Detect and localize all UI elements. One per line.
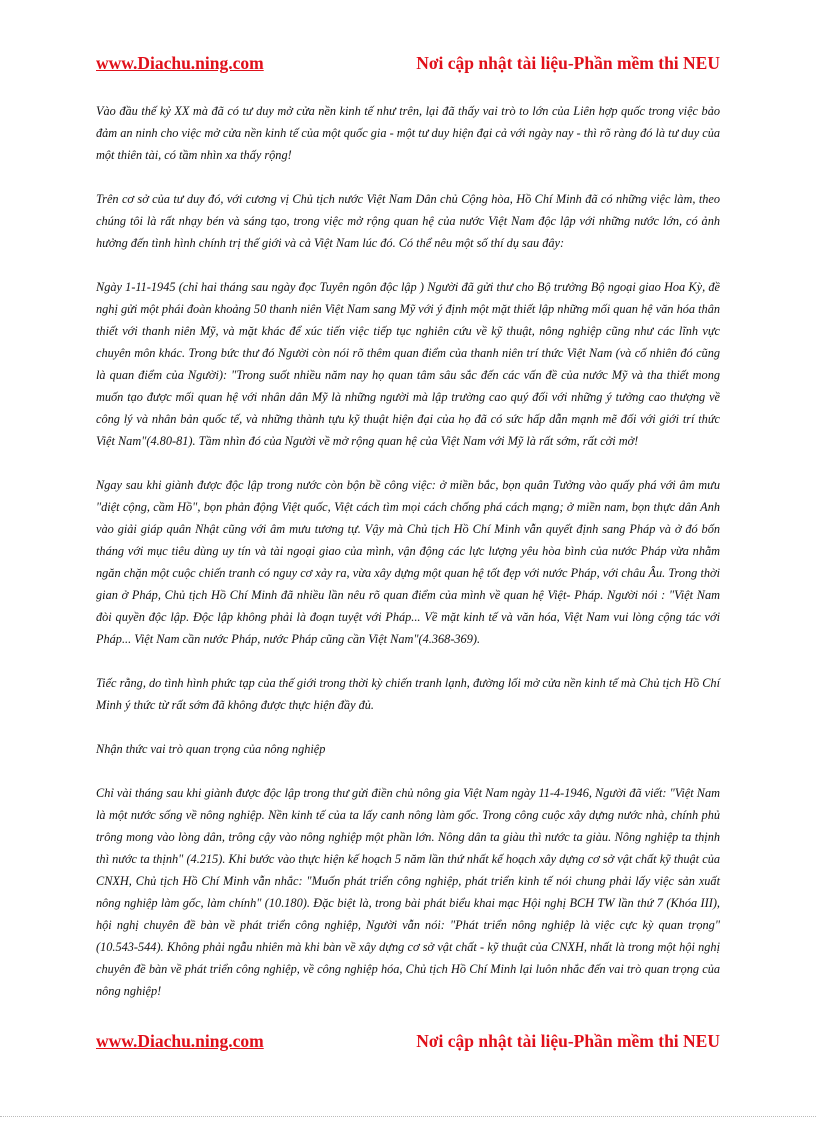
footer-site-link[interactable]: www.Diachu.ning.com: [96, 1031, 264, 1051]
footer-tagline: Nơi cập nhật tài liệu-Phần mềm thi NEU: [416, 1031, 720, 1051]
header-site-link[interactable]: www.Diachu.ning.com: [96, 53, 264, 73]
paragraph-5: Tiếc rằng, do tình hình phức tạp của thế giới trong thời kỳ chiến tranh lạnh, đường lối mở cửa nền kinh tế mà Chủ tịch Hồ Chí Minh ý thức từ rất sớm đã không được thực hiện đầy đủ.: [96, 676, 720, 712]
paragraph-2: Trên cơ sở của tư duy đó, với cương vị Chủ tịch nước Việt Nam Dân chủ Cộng hòa, Hồ Chí Minh đã có những việc làm, theo chúng tôi là rất nhạy bén và sáng tạo, trong việc mở rộng quan hệ của nước Việt Nam độc lập với những nước lớn, có ảnh hưởng đến tình hình chính trị thế giới và cả Việt Nam lúc đó. Có thể nêu một số thí dụ sau đây:: [96, 192, 720, 250]
paragraph-3: Ngày 1-11-1945 (chỉ hai tháng sau ngày đọc Tuyên ngôn độc lập ) Người đã gửi thư cho Bộ trưởng Bộ ngoại giao Hoa Kỳ, đề nghị gửi một phái đoàn khoảng 50 thanh niên Việt Nam sang Mỹ với ý định một mặt thiết lập những mối quan hệ văn hóa thân thiết với thanh niên Mỹ, và mặt khác để xúc tiến việc tiếp tục nghiên cứu về kỹ thuật, nông nghiệp cũng như các lĩnh vực chuyên môn khác. Trong bức thư đó Người còn nói rõ thêm quan điểm của thanh niên trí thức Việt Nam (và cố nhiên đó cũng là quan điểm của Người): "Trong suốt nhiều năm nay họ quan tâm sâu sắc đến các vấn đề của nước Mỹ và tha thiết mong muốn tạo được mối quan hệ với nhân dân Mỹ là những người mà lập trường cao quý đối với những ý tưởng cao thượng về công lý và nhân bản quốc tế, và những thành tựu kỹ thuật hiện đại của họ đã có sức hấp dẫn mạnh mẽ đối với giới trí thức Việt Nam"(4.80-81). Tầm nhìn đó của Người về mở rộng quan hệ của Việt Nam với Mỹ là rất sớm, rất cởi mở!: [96, 280, 720, 448]
header-tagline: Nơi cập nhật tài liệu-Phần mềm thi NEU: [416, 53, 720, 73]
document-body: [96, 100, 720, 1024]
section-heading: Nhận thức vai trò quan trọng của nông nghiệp: [96, 742, 326, 756]
paragraph-4: Ngay sau khi giành được độc lập trong nước còn bộn bề công việc: ở miền bắc, bọn quân Tưởng vào quấy phá với âm mưu "diệt cộng, cầm Hồ", bọn phản động Việt quốc, Việt cách tìm mọi cách chống phá cách mạng; ở miền nam, bọn thực dân Anh vào giải giáp quân Nhật cũng với âm mưu tương tự. Vậy mà Chủ tịch Hồ Chí Minh vẫn quyết định sang Pháp và ở đó bốn tháng với mục tiêu dùng uy tín và tài ngoại giao của mình, vận động các lực lượng yêu hòa bình của nước Pháp vừa nhằm ngăn chặn một cuộc chiến tranh có nguy cơ xảy ra, vừa xây dựng một quan hệ tốt đẹp với nước Pháp, với châu Âu. Trong thời gian ở Pháp, Chủ tịch Hồ Chí Minh đã nhiều lần nêu rõ quan điểm của mình về quan hệ Việt- Pháp. Người nói : "Việt Nam đòi quyền độc lập. Độc lập không phải là đoạn tuyệt với Pháp... Về mặt kinh tế và văn hóa, Việt Nam vui lòng cộng tác với Pháp... Việt Nam cần nước Pháp, nước Pháp cũng cần Việt Nam"(4.368-369).: [96, 478, 720, 646]
page-header: [96, 53, 720, 77]
page-bottom-divider: [0, 1116, 816, 1117]
page-footer: [96, 1031, 720, 1055]
paragraph-1: Vào đầu thế kỷ XX mà đã có tư duy mở cửa nền kinh tế như trên, lại đã thấy vai trò to lớn của Liên hợp quốc trong việc bảo đảm an ninh cho việc mở cửa nền kinh tế của một quốc gia - một tư duy hiện đại cả với ngày nay - thì rõ ràng đó là tư duy của một thiên tài, có tầm nhìn xa thấy rộng!: [96, 104, 720, 162]
paragraph-6: Chỉ vài tháng sau khi giành được độc lập trong thư gửi điền chủ nông gia Việt Nam ngày 11-4-1946, Người đã viết: "Việt Nam là một nước sống về nông nghiệp. Nền kinh tế của ta lấy canh nông làm gốc. Trong công cuộc xây dựng nước nhà, chính phủ trông mong vào lòng dân, trông cậy vào nông nghiệp một phần lớn. Nông dân ta giàu thì nước ta giàu. Nông nghiệp ta thịnh thì nước ta thịnh" (4.215). Khi bước vào thực hiện kế hoạch 5 năm lần thứ nhất kế hoạch xây dựng cơ sở vật chất kỹ thuật của CNXH, Chủ tịch Hồ Chí Minh vẫn nhắc: "Muốn phát triển công nghiệp, phát triển kinh tế nói chung phải lấy việc sản xuất nông nghiệp làm gốc, làm chính" (10.180). Đặc biệt là, trong bài phát biểu khai mạc Hội nghị BCH TW lần thứ 7 (Khóa III), hội nghị chuyên đề bàn về phát triển công nghiệp, Người vẫn nói: "Phát triển nông nghiệp là việc cực kỳ quan trọng" (10.543-544). Không phải ngẫu nhiên mà khi bàn về xây dựng cơ sở vật chất - kỹ thuật của CNXH, nhất là trong một hội nghị chuyên đề bàn về phát triển công nghiệp, về công nghiệp hóa, Chủ tịch Hồ Chí Minh lại luôn nhắc đến vai trò quan trọng của nông nghiệp!: [96, 786, 720, 998]
